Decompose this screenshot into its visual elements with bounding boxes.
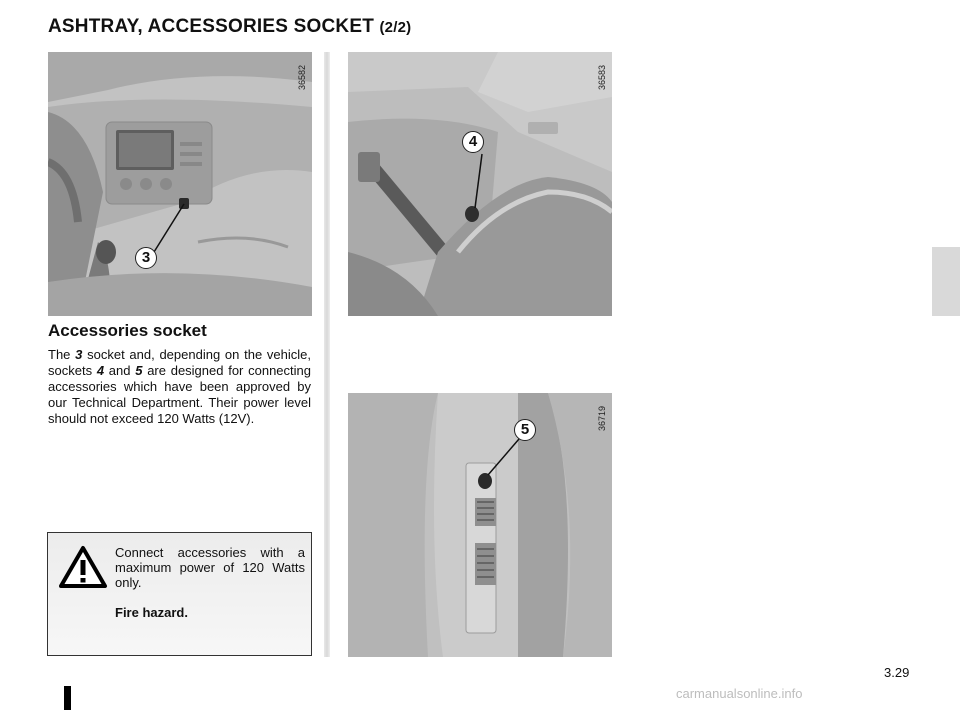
socket-ref-5: 5 (135, 363, 143, 378)
figure-dashboard (48, 52, 312, 316)
page-title (48, 16, 411, 38)
figure-ref-36719: 36719 (597, 405, 607, 431)
figure-pillar (348, 393, 612, 657)
socket-ref-3: 3 (75, 347, 83, 362)
body-text-2: socket and, depending on the vehicle, sockets (48, 347, 311, 378)
seat-illustration (348, 52, 612, 316)
warning-text: Connect accessories with a maximum power of 120 Watts only. (115, 545, 305, 590)
corner-mark (64, 686, 71, 710)
pillar-illustration (348, 393, 612, 657)
body-text-4: are designed for connecting accessories which have been approved by our Technical Department. Their power level should not exceed 120 Watts (12V). (48, 363, 311, 426)
page-title-main: ASHTRAY, ACCESSORIES SOCKET (48, 16, 374, 37)
warning-box (47, 532, 312, 656)
page-number: 3.29 (884, 665, 910, 680)
page-title-suffix: (2/2) (379, 19, 412, 36)
column-divider (324, 52, 330, 657)
watermark: carmanualsonline.info (676, 686, 803, 701)
body-text-1: The (48, 347, 76, 362)
section-body (48, 347, 311, 427)
socket-ref-4: 4 (96, 363, 105, 378)
figure-ref-36582: 36582 (297, 64, 307, 90)
warning-emphasis: Fire hazard. (115, 605, 188, 620)
section-heading: Accessories socket (48, 321, 207, 340)
callout-3: 3 (135, 247, 157, 269)
body-text-3: and (104, 363, 136, 378)
section-tab-marker (932, 247, 960, 316)
callout-5: 5 (514, 419, 536, 441)
warning-triangle-icon (58, 545, 108, 589)
dashboard-illustration (48, 52, 312, 316)
callout-4: 4 (462, 131, 484, 153)
figure-ref-36583: 36583 (597, 64, 607, 90)
figure-seat (348, 52, 612, 316)
